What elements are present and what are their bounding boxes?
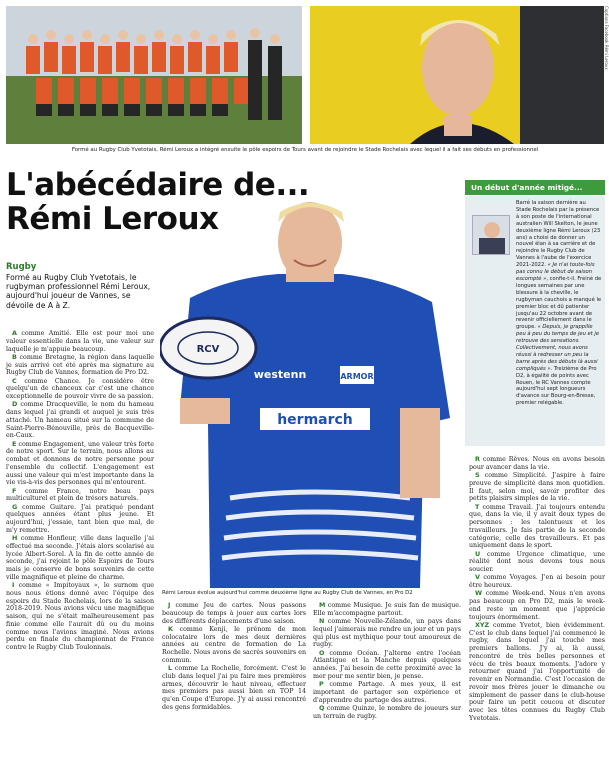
ball-logo: RCV bbox=[196, 344, 220, 355]
entry-text: comme Urgence climatique, une réalité dont nous devons tous nous soucier. bbox=[469, 550, 605, 573]
portrait-photo-art bbox=[310, 6, 604, 144]
entry-letter: K bbox=[168, 624, 173, 633]
entry-text: comme Jeu de cartes. Nous passons beaucoup de temps à jouer aux cartes lors des différents déplacements d'une saison. bbox=[162, 602, 306, 625]
entry-letter: G bbox=[12, 502, 18, 511]
column-d bbox=[469, 456, 605, 723]
entry bbox=[469, 551, 605, 574]
sidebar-text-part-1: Barré la saison dernière au Stade Rochelais par la présence à son poste de l'international australien Will Skelton, le jeune deuxième ligne Rémi Leroux (23 ans) a choisi de donner un nouvel élan à sa carrière et de rejoindre le Rugby Club de Vannes à l'aube de l'exercice 2021-2022. bbox=[516, 200, 601, 269]
entry-text: comme La Rochelle, forcément. C'est le club dans lequel j'ai pu faire mes premières armes, découvrir le haut niveau, effectuer mes premiers pas aussi bien en TOP 14 qu'en Coupe d'Europe. J'y ai aussi rencontré des gens formidables. bbox=[162, 665, 306, 711]
entry bbox=[6, 401, 154, 440]
photo-credit: Captions Facebook Rémi Leroux bbox=[604, 6, 609, 70]
entry bbox=[6, 488, 154, 504]
entry bbox=[162, 626, 306, 665]
entry-text: comme Dracqueville, le nom du hameau dans lequel j'ai grandi et auquel je suis très attaché. Un hameau situé sur la commune de Saint-Pierre-Bénouville, près de Bacqueville-en-Caux. bbox=[6, 401, 154, 440]
sidebar-title: Un début d'année mitigé... bbox=[465, 180, 605, 195]
entry bbox=[6, 535, 154, 582]
entry bbox=[469, 590, 605, 621]
entry bbox=[313, 602, 461, 618]
entry-letter: V bbox=[475, 573, 480, 582]
entry bbox=[469, 504, 605, 551]
column-c bbox=[313, 602, 461, 721]
top-photo-caption: Formé au Rugby Club Yvetotais, Rémi Leroux a intégré ensuite le pôle espoirs de Tours avant de rejoindre le Stade Rochelais avec lequel il a fait ses débuts en professionnel bbox=[71, 147, 539, 153]
headline-line-2: Rémi Leroux bbox=[6, 201, 219, 237]
sidebar-text-part-2: , confie-t-il. Freiné de longues semaines par une blessure à la cheville, le rugbyman cauchois a manqué le premier bloc et dû patienter jusqu'au 22 octobre avant de revenir officiellement dans le groupe. bbox=[516, 275, 602, 331]
entry bbox=[6, 582, 154, 652]
entry bbox=[6, 441, 154, 488]
entry-text: comme Travail. J'ai toujours entendu que, dans la vie, il y avait deux types de personnes : les talentueux et les travailleurs. Je fais partie de la seconde catégorie, celle des travailleurs. Et pas uniquement dans le sport. bbox=[469, 503, 605, 550]
entry-letter: P bbox=[319, 680, 324, 688]
entry-letter: B bbox=[12, 352, 17, 361]
entry-letter: I bbox=[12, 581, 15, 589]
entry-letter: XYZ bbox=[475, 620, 490, 629]
entry-text: comme Honfleur, ville dans laquelle j'ai effectué ma seconde. J'étais alors scolarisé au lycée Albert-Sorel. À la fin de cette année de seconde, j'ai rejoint le pôle Espoirs de Tours mais je conserve de bons souvenirs de cette ville magnifique et pleine de charme. bbox=[6, 535, 154, 581]
entry-text: comme Amitié. Elle est pour moi une valeur essentielle dans la vie, une valeur sur laquelle je m'appuie beaucoup. bbox=[6, 330, 154, 353]
entry-text: comme France, notre beau pays multiculturel et plein de trésors naturels. bbox=[6, 487, 154, 503]
entry-text: comme Musique. Je suis fan de musique. Elle m'accompagne partout. bbox=[313, 602, 461, 617]
jersey-sponsor-3: ARMOR bbox=[340, 372, 374, 381]
entry-text: comme Rêves. Nous en avons besoin pour avancer dans la vie. bbox=[469, 456, 605, 471]
headline-line-1: L'abécédaire de... bbox=[6, 167, 310, 203]
entry-text: comme Voyages. J'en ai besoin pour être heureux. bbox=[469, 574, 605, 589]
chapo: Formé au Rugby Club Yvetotais, le rugbyman professionnel Rémi Leroux, aujourd'hui joueur de Vannes, se dévoile de A à Z. bbox=[6, 273, 151, 310]
entry-text: comme Nouvelle-Zélande, un pays dans lequel j'aimerais me rendre un jour et un pays qui plus est mythique pour tout amoureux de rugby. bbox=[313, 618, 461, 649]
entry bbox=[313, 705, 461, 721]
entry bbox=[6, 330, 154, 353]
entry-letter: A bbox=[12, 329, 17, 337]
entry-letter: T bbox=[475, 502, 480, 511]
entry-letter: J bbox=[168, 601, 171, 609]
column-b bbox=[162, 602, 306, 712]
sidebar-quote-2: « Depuis, je grappille peu à peu du temps de jeu et je retrouve des sensations. Collectivement, nous avons réussi à redresser un peu la barre après des débuts là aussi compliqués » bbox=[516, 324, 600, 372]
entry-text: comme Chance. Je considère être quelqu'un de chanceux car c'est une chance exceptionnelle de pouvoir vivre de sa passion. bbox=[6, 377, 154, 400]
entry-text: comme Océan. J'alterne entre l'océan Atlantique et la Manche depuis quelques années. J'ai besoin de cette proximité avec la mer pour me sentir bien, je pense. bbox=[313, 649, 461, 680]
main-photo-caption: Rémi Leroux évolue aujourd'hui comme deuxième ligne au Rugby Club de Vannes, en Pro D2 bbox=[162, 590, 413, 596]
entry-text: comme Guitare. J'ai pratiqué pendant quelques années étant plus jeune. Et aujourd'hui, j'essaie, tant bien que mal, de m'y remettre. bbox=[6, 503, 154, 534]
entry bbox=[6, 504, 154, 535]
entry-text: comme Bretagne, la région dans laquelle je suis arrivé cet été après ma signature au Rugby Club de Vannes, formation de Pro D2. bbox=[6, 353, 154, 377]
entry-letter: L bbox=[168, 664, 173, 672]
entry-letter: R bbox=[475, 455, 480, 463]
sidebar-photo-art bbox=[473, 216, 510, 255]
rugby-ball bbox=[160, 318, 256, 378]
entry-letter: Q bbox=[319, 703, 325, 712]
main-player-photo bbox=[160, 198, 460, 588]
entry bbox=[469, 574, 605, 590]
column-a bbox=[6, 330, 154, 652]
entry-text: comme Yvetot, bien évidemment. C'est le club dans lequel j'ai commencé le rugby, dans lequel j'ai touché mes premiers ballons. J'y ai, là aussi, rencontré de très belles personnes et vécu de très beaux moments. J'adore y retourner quand j'ai l'opportunité de revenir en Normandie. C'est l'occasion de revoir mes frères jouer le dimanche ou simplement de passer dans le club-house pour faire un petit coucou et discuter avec les têtes connues du Rugby Club Yvetotais. bbox=[469, 621, 605, 722]
entry-text: comme Quinze, le nombre de joueurs sur un terrain de rugby. bbox=[313, 704, 461, 720]
entry bbox=[313, 681, 461, 704]
entry bbox=[162, 665, 306, 712]
jersey-sponsor-1: westenn bbox=[253, 368, 307, 381]
entry-letter: D bbox=[12, 400, 18, 409]
entry-text: comme Engagement, une valeur très forte de notre sport. Sur le terrain, nous allons au combat et donnons de notre personne pour l'ensemble du collectif. L'engagement est aussi une valeur qui m'est importante dans la vie vis-à-vis des personnes qui m'entourent. bbox=[6, 440, 154, 487]
entry-letter: C bbox=[12, 376, 17, 385]
main-player-art bbox=[160, 198, 460, 588]
entry-text: comme « Impitoyaux », le surnom que nous nous étions donné avec l'équipe des espoirs du Stade Rochelais, lors de la saison 2018-2019. Nous avions vécu une magnifique saison, qui ne s'était malheureusement pas finie comme elle l'aurait dû ou du moins comme nous l'avions imaginé. Nous avions perdu en finale du championnat de France contre le Rugby Club Toulonnais. bbox=[6, 582, 154, 651]
entry-text: comme Simplicité. J'aspire à faire preuve de simplicité dans mon quotidien. Il faut, selon moi, savoir profiter des petits plaisirs simples de la vie. bbox=[469, 472, 605, 503]
portrait-photo bbox=[310, 6, 604, 144]
entry bbox=[469, 622, 605, 723]
entry bbox=[469, 472, 605, 503]
entry-letter: F bbox=[12, 486, 17, 495]
entry bbox=[313, 650, 461, 681]
rubric: Rugby bbox=[6, 262, 37, 272]
sidebar-text bbox=[516, 200, 602, 407]
entry bbox=[6, 378, 154, 401]
entry bbox=[313, 618, 461, 649]
sidebar-quote-1: « Je n'ai toute-fois pas connu le début de saison escompté » bbox=[516, 262, 595, 282]
jersey-sponsor-2: hermarch bbox=[277, 412, 353, 428]
entry bbox=[162, 602, 306, 625]
sidebar-text-part-3: . Treizième de Pro D2, à égalité de points avec Rouen, le RC Vannes compte aujourd'hui sept longueurs d'avance sur Bourg-en-Bresse, premier relégable. bbox=[516, 365, 597, 407]
team-photo bbox=[6, 6, 302, 144]
entry bbox=[6, 354, 154, 377]
entry-letter: W bbox=[475, 589, 483, 598]
team-photo-art bbox=[6, 6, 302, 144]
entry bbox=[469, 456, 605, 472]
entry-letter: E bbox=[12, 439, 17, 448]
entry-text: comme Partage. A mes yeux, il est important de partager son expérience et d'apprendre du partage des autres. bbox=[313, 681, 461, 704]
entry-letter: S bbox=[475, 471, 480, 479]
entry-letter: N bbox=[319, 617, 325, 625]
entry-text: comme Kenji, le prénom de mon colocataire lors de mes deux dernières années au centre de formation de La Rochelle. Nous avons de sacrés souvenirs en commun. bbox=[162, 625, 306, 664]
sidebar-photo bbox=[472, 215, 510, 255]
entry-letter: M bbox=[319, 601, 326, 609]
entry-letter: O bbox=[319, 648, 325, 657]
entry-letter: H bbox=[12, 534, 18, 542]
entry-text: comme Week-end. Nous n'en avons pas beaucoup en Pro D2, mais le week-end reste un moment que j'apprécie toujours énormément. bbox=[469, 590, 605, 621]
entry-letter: U bbox=[475, 549, 481, 558]
